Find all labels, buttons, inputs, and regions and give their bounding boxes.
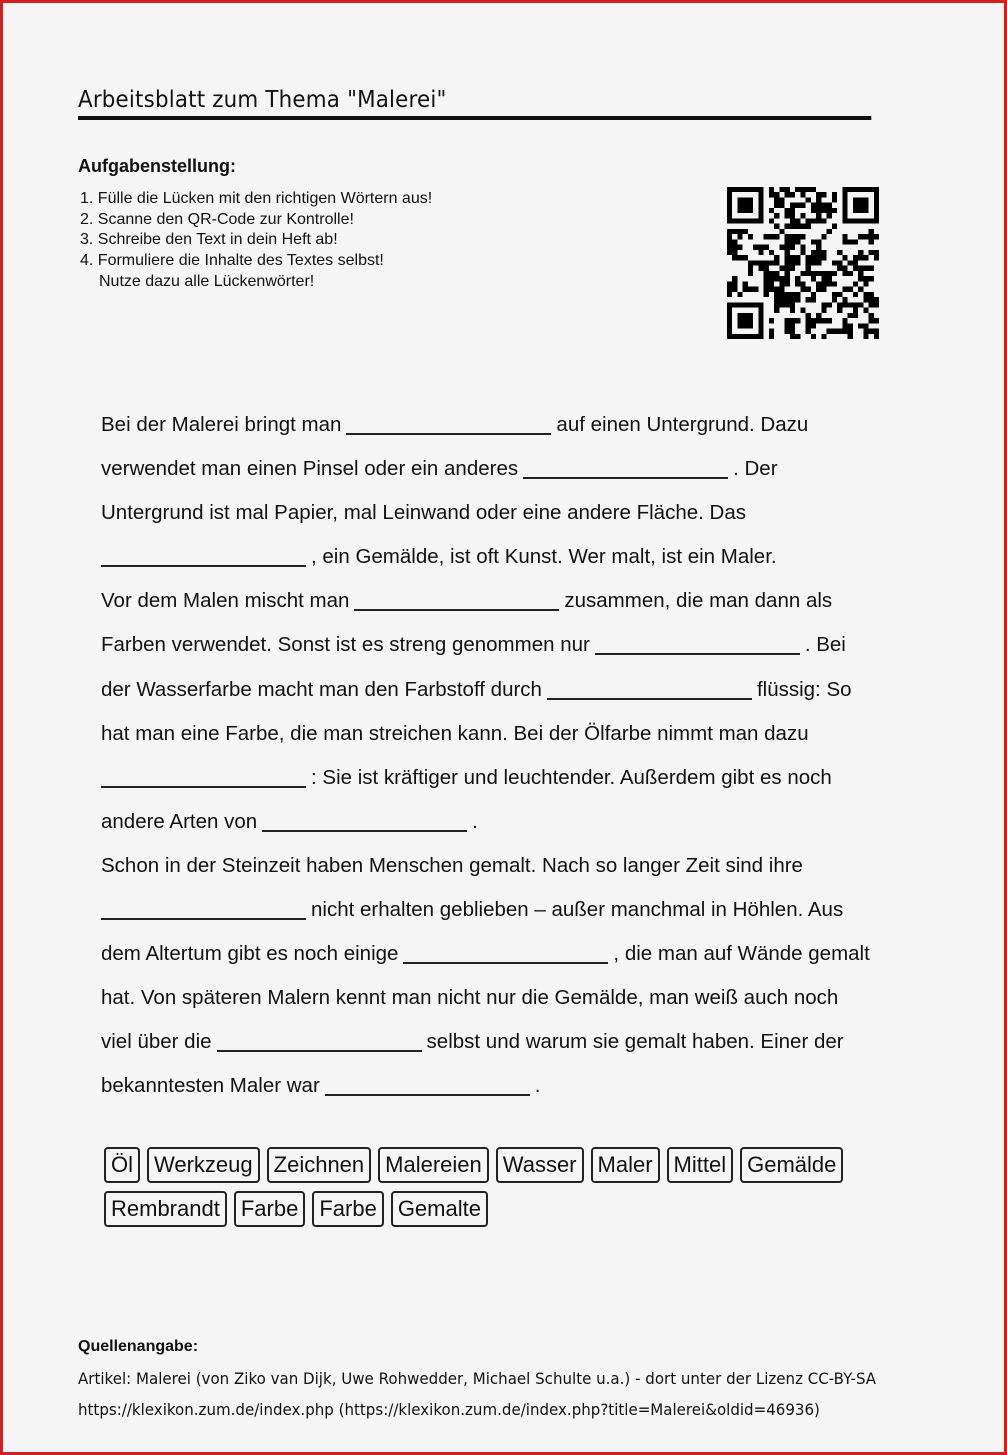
task-item: Nutze dazu alle Lückenwörter! [99, 272, 315, 290]
cloze-text-segment: Untergrund ist mal Papier, mal Leinwand oder eine andere Fläche. Das [101, 501, 746, 525]
cloze-text-segment: zusammen, die man dann als [564, 589, 833, 613]
blank-field[interactable] [523, 453, 728, 479]
cloze-text [101, 403, 921, 1109]
blank-field[interactable] [101, 894, 306, 920]
cloze-text-segment: hat man eine Farbe, die man streichen kann. Bei der Ölfarbe nimmt man dazu [101, 721, 809, 745]
qr-code[interactable] [727, 187, 879, 339]
task-heading: Aufgabenstellung: [78, 156, 236, 176]
task-item: 1. Fülle die Lücken mit den richtigen Wörtern aus! [80, 190, 433, 207]
cloze-text-segment: Schon in der Steinzeit haben Menschen gemalt. Nach so langer Zeit sind ihre [101, 853, 803, 877]
cloze-text-segment: Bei der Malerei bringt man [101, 413, 342, 436]
word-chip[interactable]: Öl [104, 1147, 140, 1183]
cloze-text-segment: andere Arten von [101, 809, 258, 833]
cloze-text-segment: bekanntesten Maler war [101, 1074, 320, 1098]
cloze-text-segment: , ein Gemälde, ist oft Kunst. Wer malt, ist ein Maler. [311, 545, 777, 569]
cloze-text-segment: nicht erhalten geblieben – außer manchmal in Höhlen. Aus [311, 898, 844, 922]
word-chip[interactable]: Malereien [378, 1147, 489, 1183]
word-chip[interactable]: Farbe [234, 1191, 305, 1227]
cloze-text-segment: dem Altertum gibt es noch einige [101, 942, 399, 966]
cloze-text-segment: auf einen Untergrund. Dazu [556, 413, 809, 436]
cloze-text-segment: der Wasserfarbe macht man den Farbstoff durch [101, 677, 542, 701]
blank-field[interactable] [101, 762, 306, 788]
blank-field[interactable] [101, 541, 306, 567]
cloze-text-segment: . Bei [804, 633, 846, 657]
source-citation: Artikel: Malerei (von Ziko van Dijk, Uwe Rohwedder, Michael Schulte u.a.) - dort unter der Lizenz CC-BY-SA [78, 1369, 877, 1388]
cloze-text-segment: verwendet man einen Pinsel oder ein anderes [101, 457, 519, 481]
cloze-text-segment: . [472, 809, 478, 833]
cloze-text-segment: flüssig: So [756, 677, 852, 701]
cloze-text-segment: , die man auf Wände gemalt [613, 942, 870, 966]
cloze-text-segment: selbst und warum sie gemalt haben. Einer der [426, 1030, 844, 1054]
word-chip[interactable]: Werkzeug [147, 1147, 260, 1183]
cloze-text-segment: hat. Von späteren Malern kennt man nicht nur die Gemälde, man weiß auch noch [101, 986, 839, 1010]
task-item: 2. Scanne den QR-Code zur Kontrolle! [80, 210, 354, 228]
cloze-text-segment: Vor dem Malen mischt man [101, 589, 350, 613]
blank-field[interactable] [354, 585, 559, 611]
word-chip[interactable]: Zeichnen [267, 1147, 372, 1183]
word-chip[interactable]: Rembrandt [104, 1191, 227, 1227]
word-bank [104, 1147, 904, 1227]
word-chip[interactable]: Mittel [667, 1147, 734, 1183]
word-chip[interactable]: Maler [591, 1147, 660, 1183]
word-chip[interactable]: Gemalte [391, 1191, 488, 1227]
cloze-text-segment: . [534, 1074, 541, 1098]
word-chip[interactable]: Gemälde [740, 1147, 843, 1183]
word-chip[interactable]: Farbe [312, 1191, 383, 1227]
blank-field[interactable] [595, 629, 800, 655]
source-heading: Quellenangabe: [78, 1338, 199, 1355]
blank-field[interactable] [403, 938, 608, 964]
worksheet-title: Arbeitsblatt zum Thema "Malerei" [78, 87, 871, 120]
source-url: https://klexikon.zum.de/index.php (https://klexikon.zum.de/index.php?title=Malerei&oldid=46936) [78, 1400, 820, 1419]
blank-field[interactable] [217, 1026, 422, 1052]
blank-field[interactable] [262, 806, 467, 832]
word-chip[interactable]: Wasser [496, 1147, 584, 1183]
task-item: 4. Formuliere die Inhalte des Textes selbst! [80, 252, 384, 270]
blank-field[interactable] [325, 1070, 530, 1096]
task-list [80, 189, 432, 293]
cloze-text-segment: : Sie ist kräftiger und leuchtender. Außerdem gibt es noch [311, 765, 832, 789]
task-item: 3. Schreibe den Text in dein Heft ab! [80, 231, 338, 249]
cloze-text-segment: . Der [733, 457, 778, 481]
blank-field[interactable] [547, 674, 752, 700]
cloze-text-segment: viel über die [101, 1030, 212, 1054]
cloze-text-segment: Farben verwendet. Sonst ist es streng genommen nur [101, 633, 590, 657]
blank-field[interactable] [346, 409, 551, 435]
